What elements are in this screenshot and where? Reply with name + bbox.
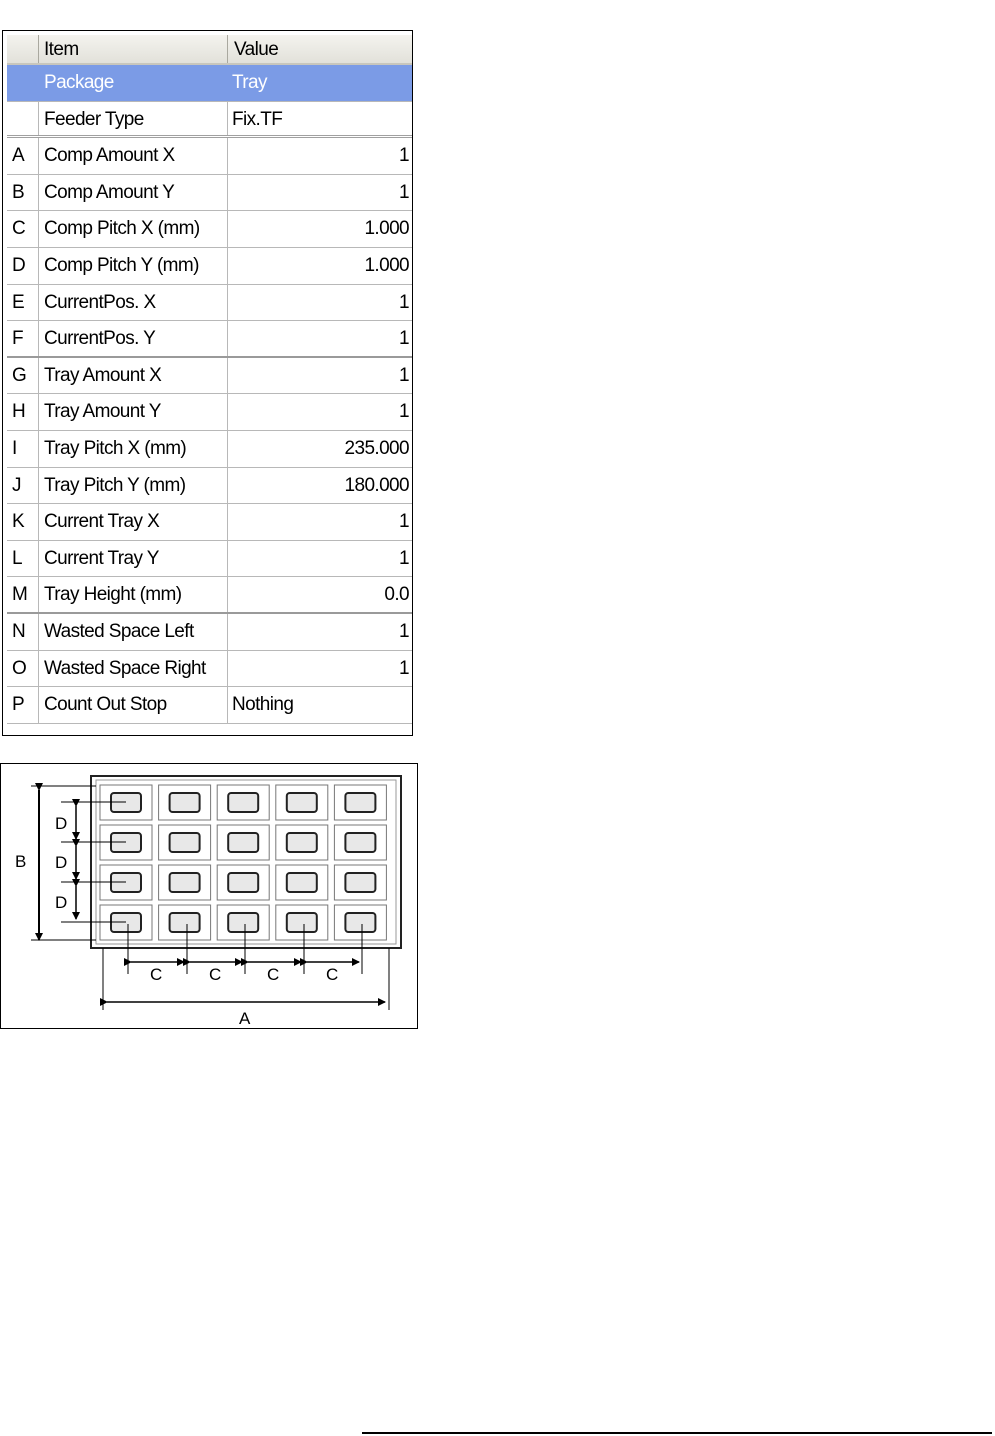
label-c-2: C: [209, 965, 222, 984]
table-row[interactable]: [7, 431, 412, 468]
row-item: Package: [39, 65, 228, 101]
component-chip: [228, 793, 258, 812]
label-d-2: D: [55, 853, 68, 872]
row-item: Tray Amount X: [39, 358, 228, 394]
row-key: L: [7, 541, 39, 577]
row-item: Comp Amount X: [39, 138, 228, 174]
header-key-cell: [7, 35, 39, 63]
row-key: A: [7, 138, 39, 174]
row-key: [7, 102, 39, 136]
table-row[interactable]: [7, 614, 412, 651]
component-chip: [228, 833, 258, 852]
label-c-4: C: [326, 965, 339, 984]
row-value[interactable]: 1: [399, 181, 409, 203]
row-value[interactable]: 1: [399, 620, 409, 642]
component-chip: [170, 873, 200, 892]
row-item: CurrentPos. X: [39, 285, 228, 321]
row-item: Comp Amount Y: [39, 175, 228, 211]
row-value[interactable]: 235.000: [344, 437, 409, 459]
table-row[interactable]: [7, 248, 412, 285]
property-grid: [2, 30, 413, 736]
row-item: Tray Height (mm): [39, 577, 228, 612]
row-value[interactable]: 1: [399, 291, 409, 313]
component-chip: [228, 873, 258, 892]
row-value[interactable]: 1: [399, 547, 409, 569]
table-row[interactable]: [7, 468, 412, 505]
table-row[interactable]: [7, 211, 412, 248]
row-value[interactable]: Fix.TF: [232, 108, 283, 130]
row-key: G: [7, 358, 39, 394]
row-value[interactable]: 180.000: [344, 474, 409, 496]
row-item: Feeder Type: [39, 102, 228, 136]
row-value[interactable]: Nothing: [232, 694, 294, 716]
row-value[interactable]: 0.0: [384, 584, 409, 606]
row-key: K: [7, 504, 39, 540]
table-row[interactable]: [7, 321, 412, 358]
row-key: D: [7, 248, 39, 284]
row-key: E: [7, 285, 39, 321]
row-item: Count Out Stop: [39, 687, 228, 723]
row-key: B: [7, 175, 39, 211]
row-key: I: [7, 431, 39, 467]
label-c-3: C: [267, 965, 280, 984]
header-item[interactable]: Item: [39, 35, 228, 63]
component-chip: [170, 793, 200, 812]
row-key: C: [7, 211, 39, 247]
component-chip: [287, 833, 317, 852]
label-d-1: D: [55, 814, 68, 833]
component-chip: [170, 913, 200, 932]
row-value[interactable]: 1: [399, 328, 409, 350]
row-value[interactable]: 1: [399, 364, 409, 386]
row-value[interactable]: 1: [399, 145, 409, 167]
row-item: Tray Amount Y: [39, 394, 228, 430]
row-item: Tray Pitch X (mm): [39, 431, 228, 467]
row-item: CurrentPos. Y: [39, 321, 228, 356]
label-a: A: [239, 1009, 251, 1028]
table-row[interactable]: [7, 358, 412, 395]
component-chip: [228, 913, 258, 932]
row-feeder-type[interactable]: [7, 102, 412, 139]
row-value[interactable]: 1: [399, 657, 409, 679]
row-key: J: [7, 468, 39, 504]
row-key: F: [7, 321, 39, 356]
label-c-1: C: [150, 965, 163, 984]
table-row[interactable]: [7, 687, 412, 724]
component-chip: [287, 873, 317, 892]
label-b: B: [15, 852, 27, 871]
row-item: Current Tray Y: [39, 541, 228, 577]
tray-diagram-svg: [1, 764, 419, 1030]
component-chip: [345, 913, 375, 932]
header-value[interactable]: Value: [234, 39, 279, 60]
component-chip: [287, 793, 317, 812]
row-key: O: [7, 651, 39, 687]
row-item: Wasted Space Right: [39, 651, 228, 687]
component-chip: [345, 873, 375, 892]
row-value[interactable]: 1.000: [364, 218, 409, 240]
row-key: [7, 65, 39, 101]
component-chip: [287, 913, 317, 932]
tray-diagram: [0, 763, 418, 1029]
row-value[interactable]: 1.000: [364, 254, 409, 276]
row-item: Wasted Space Left: [39, 614, 228, 650]
footer-rule: [362, 1432, 992, 1434]
row-item: Comp Pitch Y (mm): [39, 248, 228, 284]
table-row[interactable]: [7, 504, 412, 541]
row-value[interactable]: 1: [399, 401, 409, 423]
component-chip: [345, 833, 375, 852]
row-value[interactable]: 1: [399, 511, 409, 533]
row-item: Current Tray X: [39, 504, 228, 540]
table-row[interactable]: [7, 285, 412, 322]
table-row[interactable]: [7, 138, 412, 175]
row-value[interactable]: Tray: [232, 72, 267, 93]
table-row[interactable]: [7, 394, 412, 431]
row-key: M: [7, 577, 39, 612]
table-row[interactable]: [7, 175, 412, 212]
table-row[interactable]: [7, 541, 412, 578]
row-package[interactable]: [7, 65, 412, 102]
row-item: Tray Pitch Y (mm): [39, 468, 228, 504]
row-key: H: [7, 394, 39, 430]
table-row[interactable]: [7, 651, 412, 688]
row-item: Comp Pitch X (mm): [39, 211, 228, 247]
row-key: P: [7, 687, 39, 723]
table-row[interactable]: [7, 577, 412, 614]
label-d-3: D: [55, 893, 68, 912]
grid-header: [7, 35, 412, 65]
component-chip: [170, 833, 200, 852]
row-key: N: [7, 614, 39, 650]
component-chip: [345, 793, 375, 812]
